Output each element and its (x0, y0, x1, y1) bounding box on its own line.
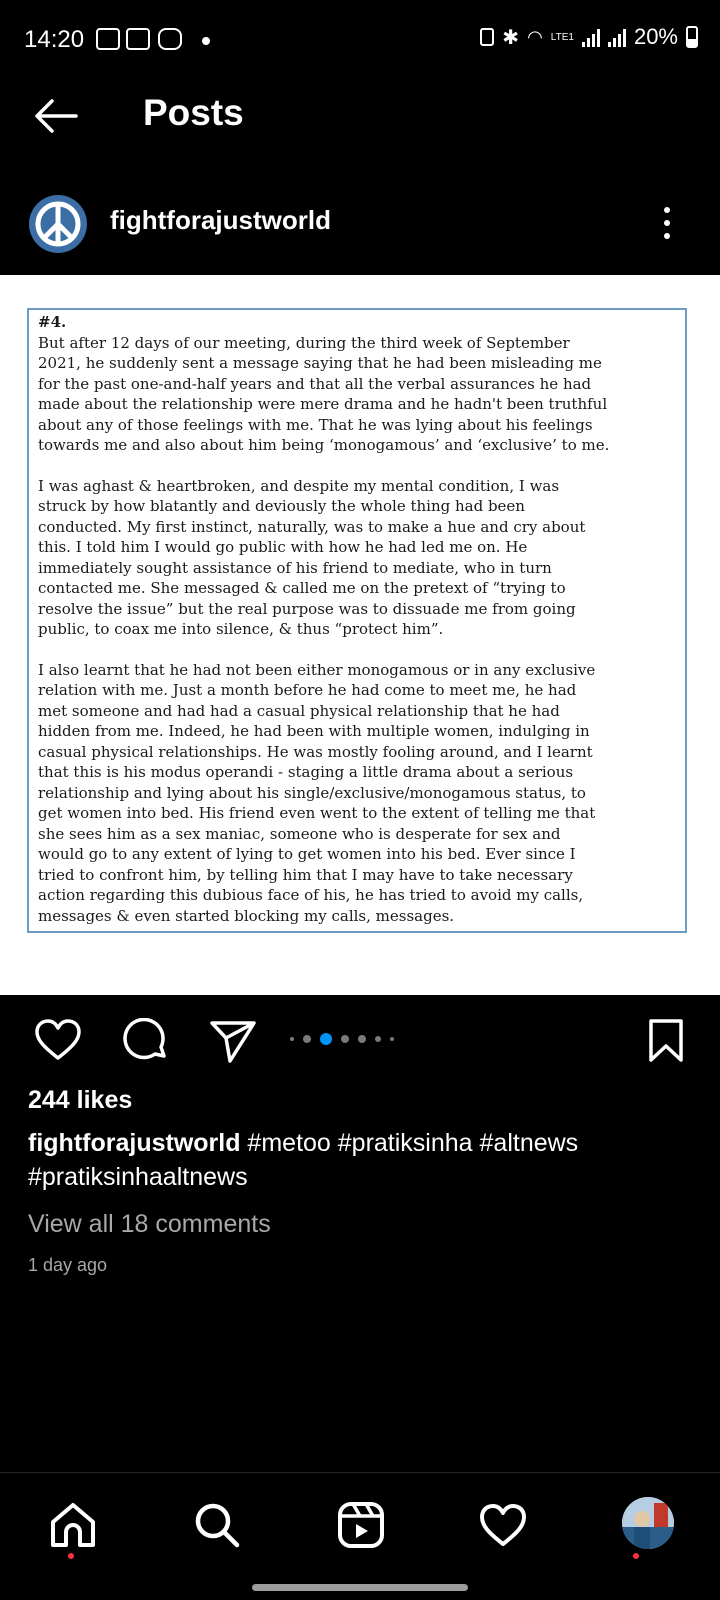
gallery-notification-icon (96, 28, 120, 50)
more-vertical-icon (660, 205, 674, 241)
document-line: conducted. My first instinct, naturally, was to make a hue and cry about (38, 517, 586, 536)
document-paragraph-3 (38, 660, 677, 927)
page-title: Posts (143, 92, 244, 133)
document-line: relation with me. Just a month before he had come to meet me, he had (38, 681, 577, 699)
document-paragraph-2 (38, 476, 677, 640)
carousel-dot (341, 1035, 349, 1043)
reels-icon (336, 1500, 386, 1550)
nav-search[interactable] (192, 1500, 242, 1550)
post-author-avatar[interactable] (28, 194, 88, 254)
post-timestamp: 1 day ago (28, 1255, 108, 1275)
like-button[interactable] (34, 1018, 82, 1062)
document-line: tried to confront him, by telling him that I may have to take necessary (38, 865, 573, 884)
document-line: made about the relationship were mere drama and he hadn't been truthful (38, 395, 608, 413)
document-line: hidden from me. Indeed, he had been with multiple women, indulging in (38, 722, 590, 740)
nav-divider (0, 1472, 720, 1473)
network-type-label: LTE1 (550, 31, 574, 43)
post-caption (28, 1126, 688, 1194)
document-line: But after 12 days of our meeting, during the third week of September (38, 333, 570, 352)
post-username[interactable]: fightforajustworld (110, 205, 331, 235)
heart-outline-icon (34, 1018, 82, 1062)
wifi-icon: ◠ (527, 26, 543, 47)
more-options-button[interactable] (660, 205, 674, 241)
document-heading: #4. (38, 313, 67, 331)
document-line: I also learnt that he had not been either monogamous or in any exclusive (38, 660, 596, 679)
heart-icon (478, 1500, 528, 1550)
home-icon (48, 1500, 98, 1550)
document-line: this. I told him I would go public with how he had led me on. He (38, 538, 528, 556)
document-line: that this is his modus operandi - staging a little drama about a serious (38, 763, 574, 781)
gesture-home-indicator[interactable] (252, 1584, 468, 1591)
bookmark-icon (648, 1018, 684, 1064)
nav-activity[interactable] (478, 1500, 528, 1550)
comment-button[interactable] (120, 1018, 170, 1064)
view-comments-link[interactable]: View all 18 comments (28, 1210, 271, 1238)
search-icon (192, 1500, 242, 1550)
document-line: 2021, he suddenly sent a message saying that he had been misleading me (38, 354, 602, 372)
document-line: I was aghast & heartbroken, and despite my mental condition, I was (38, 476, 560, 495)
tv-notification-icon (126, 28, 150, 50)
document-line: get women into bed. His friend even went to the extent of telling me that (38, 804, 596, 822)
document-line: towards me and also about him being ‘monogamous’ and ‘exclusive’ to me. (38, 436, 610, 454)
home-notification-dot (68, 1553, 74, 1559)
document-line: met someone and had had a casual physical relationship that he had (38, 701, 560, 720)
profile-notification-dot (633, 1553, 639, 1559)
document-line: public, to coax me into silence, & thus “protect him”. (38, 620, 444, 638)
document-line: resolve the issue” but the real purpose was to dissuade me from going (38, 599, 576, 618)
battery-icon (686, 26, 698, 48)
carousel-dot (290, 1037, 294, 1041)
document-paragraph-1 (38, 333, 677, 456)
carousel-dot (303, 1035, 311, 1043)
document-text-box (27, 308, 687, 933)
status-time: 14:20 (24, 26, 85, 53)
arrow-left-icon (30, 92, 82, 140)
paper-plane-icon (208, 1018, 258, 1064)
lock-icon (480, 28, 494, 46)
carousel-dot (375, 1036, 381, 1042)
carousel-indicator (290, 1033, 394, 1045)
document-line: messages & even started blocking my calls, messages. (38, 906, 455, 925)
status-bar (0, 0, 720, 80)
save-button[interactable] (648, 1018, 684, 1064)
comment-bubble-icon (120, 1018, 170, 1064)
document-line: for the past one-and-half years and that all the verbal assurances he had (38, 374, 592, 393)
caption-hashtags[interactable]: #metoo #pratiksinha #altnews #pratiksinhaaltnews (28, 1129, 579, 1191)
caption-username[interactable]: fightforajustworld (28, 1129, 241, 1157)
document-line: immediately sought assistance of his friend to mediate, who in turn (38, 558, 552, 577)
signal-roaming-icon (608, 27, 626, 47)
carousel-dot (390, 1037, 394, 1041)
nav-reels[interactable] (336, 1500, 386, 1550)
status-indicators (480, 24, 698, 50)
nav-profile[interactable] (622, 1497, 674, 1549)
likes-count[interactable]: 244 likes (28, 1086, 133, 1114)
document-line: action regarding this dubious face of his, he has tried to avoid my calls, (38, 886, 584, 904)
peace-icon (28, 194, 88, 254)
document-line: would go to any extent of lying to get women into his bed. Ever since I (38, 845, 576, 863)
post-image[interactable] (0, 275, 720, 995)
more-notifications-dot (202, 37, 210, 45)
share-button[interactable] (208, 1018, 258, 1064)
carousel-dot-active (320, 1033, 332, 1045)
document-line: relationship and lying about his single/exclusive/monogamous status, to (38, 783, 586, 802)
bluetooth-icon: ✱ (502, 26, 520, 49)
messenger-notification-icon (158, 28, 182, 50)
nav-home[interactable] (48, 1500, 98, 1550)
battery-percent: 20% (633, 24, 678, 49)
document-line: struck by how blatantly and deviously the whole thing had been (38, 497, 525, 515)
document-line: she sees him as a sex maniac, someone who is desperate for sex and (38, 824, 561, 843)
back-button[interactable] (30, 92, 82, 140)
carousel-dot (358, 1035, 366, 1043)
document-line: about any of those feelings with me. That he was lying about his feelings (38, 415, 593, 434)
profile-avatar (622, 1497, 674, 1549)
signal-icon (582, 27, 600, 47)
document-line: contacted me. She messaged & called me on the pretext of “trying to (38, 579, 566, 597)
document-line: casual physical relationships. He was mostly fooling around, and I learnt (38, 742, 593, 761)
